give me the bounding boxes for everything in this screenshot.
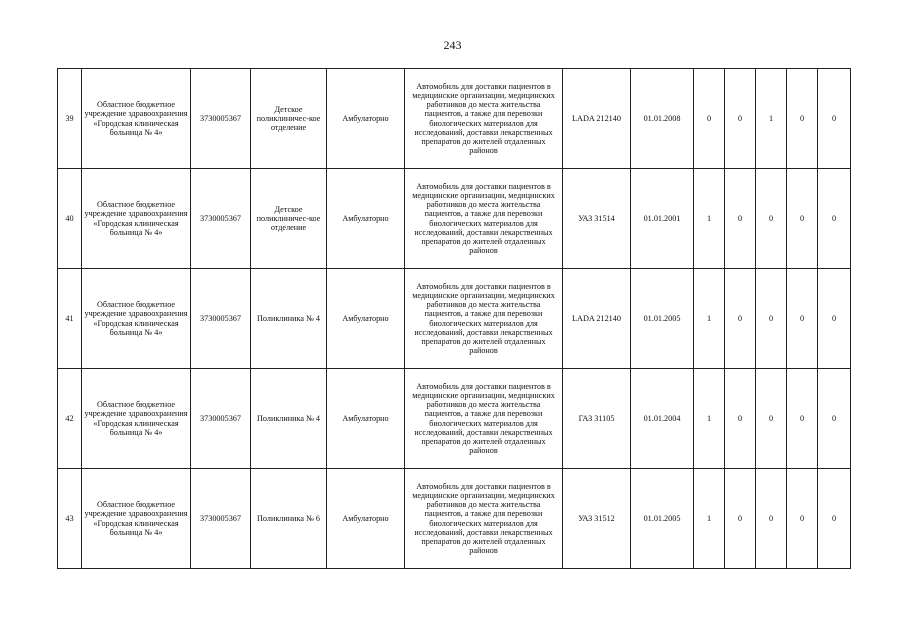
indicator-3: 0 (756, 269, 787, 369)
table-row (58, 469, 851, 569)
care-type: Амбулаторно (327, 69, 405, 169)
indicator-1: 1 (694, 369, 725, 469)
row-number: 41 (58, 269, 82, 369)
indicator-2: 0 (725, 169, 756, 269)
indicator-5: 0 (818, 269, 851, 369)
organization-name: Областное бюджетное учреждение здравоохранения «Городская клиническая больница № 4» (82, 369, 191, 469)
organization-code: 3730005367 (191, 69, 251, 169)
row-number: 39 (58, 69, 82, 169)
indicator-5: 0 (818, 369, 851, 469)
organization-code: 3730005367 (191, 369, 251, 469)
commission-date: 01.01.2004 (631, 369, 694, 469)
indicator-3: 0 (756, 169, 787, 269)
division-name: Поликлиника № 4 (251, 369, 327, 469)
indicator-1: 0 (694, 69, 725, 169)
indicator-3: 0 (756, 369, 787, 469)
table-row (58, 369, 851, 469)
indicator-3: 1 (756, 69, 787, 169)
commission-date: 01.01.2008 (631, 69, 694, 169)
indicator-2: 0 (725, 269, 756, 369)
table-row (58, 169, 851, 269)
organization-name: Областное бюджетное учреждение здравоохранения «Городская клиническая больница № 4» (82, 269, 191, 369)
indicator-4: 0 (787, 369, 818, 469)
vehicle-model: УАЗ 31512 (563, 469, 631, 569)
indicator-4: 0 (787, 169, 818, 269)
organization-code: 3730005367 (191, 169, 251, 269)
indicator-4: 0 (787, 469, 818, 569)
indicator-2: 0 (725, 69, 756, 169)
page-number: 243 (443, 38, 462, 52)
care-type: Амбулаторно (327, 469, 405, 569)
table-row (58, 69, 851, 169)
vehicle-registry-table (57, 68, 851, 569)
indicator-5: 0 (818, 169, 851, 269)
row-number: 40 (58, 169, 82, 269)
division-name: Поликлиника № 6 (251, 469, 327, 569)
vehicle-purpose: Автомобиль для доставки пациентов в медицинские организации, медицинских работников до места жительства пациентов, а также для перевозки биологических материалов для исследований, доставки лекарственных препаратов до жителей отдаленных районов (405, 269, 563, 369)
indicator-1: 1 (694, 169, 725, 269)
division-name: Поликлиника № 4 (251, 269, 327, 369)
organization-code: 3730005367 (191, 469, 251, 569)
vehicle-model: ГАЗ 31105 (563, 369, 631, 469)
care-type: Амбулаторно (327, 369, 405, 469)
row-number: 42 (58, 369, 82, 469)
vehicle-model: УАЗ 31514 (563, 169, 631, 269)
commission-date: 01.01.2005 (631, 269, 694, 369)
indicator-5: 0 (818, 69, 851, 169)
row-number: 43 (58, 469, 82, 569)
commission-date: 01.01.2005 (631, 469, 694, 569)
vehicle-model: LADA 212140 (563, 269, 631, 369)
indicator-2: 0 (725, 369, 756, 469)
indicator-3: 0 (756, 469, 787, 569)
indicator-4: 0 (787, 269, 818, 369)
organization-name: Областное бюджетное учреждение здравоохранения «Городская клиническая больница № 4» (82, 469, 191, 569)
division-name: Детское поликлиничес-кое отделение (251, 69, 327, 169)
indicator-5: 0 (818, 469, 851, 569)
indicator-4: 0 (787, 69, 818, 169)
vehicle-purpose: Автомобиль для доставки пациентов в медицинские организации, медицинских работников до места жительства пациентов, а также для перевозки биологических материалов для исследований, доставки лекарственных препаратов до жителей отдаленных районов (405, 169, 563, 269)
vehicle-purpose: Автомобиль для доставки пациентов в медицинские организации, медицинских работников до места жительства пациентов, а также для перевозки биологических материалов для исследований, доставки лекарственных препаратов до жителей отдаленных районов (405, 69, 563, 169)
indicator-2: 0 (725, 469, 756, 569)
organization-code: 3730005367 (191, 269, 251, 369)
vehicle-model: LADA 212140 (563, 69, 631, 169)
vehicle-purpose: Автомобиль для доставки пациентов в медицинские организации, медицинских работников до места жительства пациентов, а также для перевозки биологических материалов для исследований, доставки лекарственных препаратов до жителей отдаленных районов (405, 369, 563, 469)
care-type: Амбулаторно (327, 169, 405, 269)
organization-name: Областное бюджетное учреждение здравоохранения «Городская клиническая больница № 4» (82, 169, 191, 269)
care-type: Амбулаторно (327, 269, 405, 369)
organization-name: Областное бюджетное учреждение здравоохранения «Городская клиническая больница № 4» (82, 69, 191, 169)
indicator-1: 1 (694, 469, 725, 569)
division-name: Детское поликлиничес-кое отделение (251, 169, 327, 269)
indicator-1: 1 (694, 269, 725, 369)
table-row (58, 269, 851, 369)
vehicle-purpose: Автомобиль для доставки пациентов в медицинские организации, медицинских работников до места жительства пациентов, а также для перевозки биологических материалов для исследований, доставки лекарственных препаратов до жителей отдаленных районов (405, 469, 563, 569)
commission-date: 01.01.2001 (631, 169, 694, 269)
